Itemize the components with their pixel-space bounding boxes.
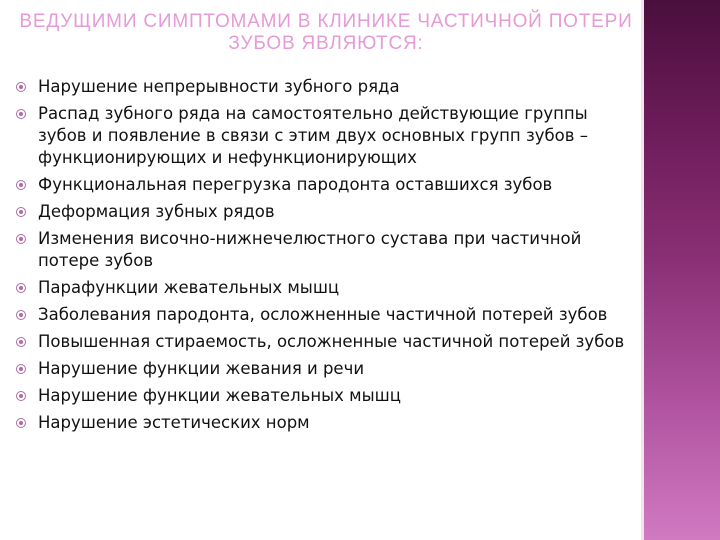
list-item-text: Парафункции жевательных мышц (38, 278, 340, 297)
slide-title: ВЕДУЩИМИ СИМПТОМАМИ В КЛИНИКЕ ЧАСТИЧНОЙ ПОТЕРИ ЗУБОВ ЯВЛЯЮТСЯ: (19, 11, 633, 54)
list-item (14, 412, 640, 434)
list-item-text: Нарушение эстетических норм (38, 413, 310, 432)
list-item (14, 76, 640, 98)
list-item-text: Нарушение функции жевания и речи (38, 359, 365, 378)
circle-dot-bullet-icon (16, 207, 26, 217)
list-item-text: Повышенная стираемость, осложненные частичной потерей зубов (38, 332, 625, 351)
circle-dot-bullet-icon (16, 180, 26, 190)
list-item (14, 331, 640, 353)
list-item (14, 174, 640, 196)
list-item (14, 201, 640, 223)
list-item-text: Заболевания пародонта, осложненные частичной потерей зубов (38, 305, 608, 324)
list-item-text: Нарушение функции жевательных мышц (38, 386, 401, 405)
list-item-text: Нарушение непрерывности зубного ряда (38, 77, 400, 96)
list-item-text: Распад зубного ряда на самостоятельно действующие группы зубов и появление в связи с этим двух основных групп зубов – функционирующих и нефункционирующих (38, 104, 588, 167)
list-item (14, 228, 640, 272)
circle-dot-bullet-icon (16, 234, 26, 244)
list-item (14, 277, 640, 299)
list-item (14, 358, 640, 380)
circle-dot-bullet-icon (16, 109, 26, 119)
circle-dot-bullet-icon (16, 364, 26, 374)
list-item (14, 304, 640, 326)
list-item-text: Функциональная перегрузка пародонта оставшихся зубов (38, 175, 553, 194)
list-item (14, 385, 640, 407)
list-item-text: Деформация зубных рядов (38, 202, 275, 221)
circle-dot-bullet-icon (16, 418, 26, 428)
list-item (14, 103, 640, 169)
circle-dot-bullet-icon (16, 391, 26, 401)
circle-dot-bullet-icon (16, 283, 26, 293)
circle-dot-bullet-icon (16, 82, 26, 92)
decorative-side-band (644, 0, 720, 540)
list-item-text: Изменения височно-нижнечелюстного сустава при частичной потере зубов (38, 229, 582, 270)
symptoms-list (14, 76, 640, 439)
circle-dot-bullet-icon (16, 310, 26, 320)
circle-dot-bullet-icon (16, 337, 26, 347)
